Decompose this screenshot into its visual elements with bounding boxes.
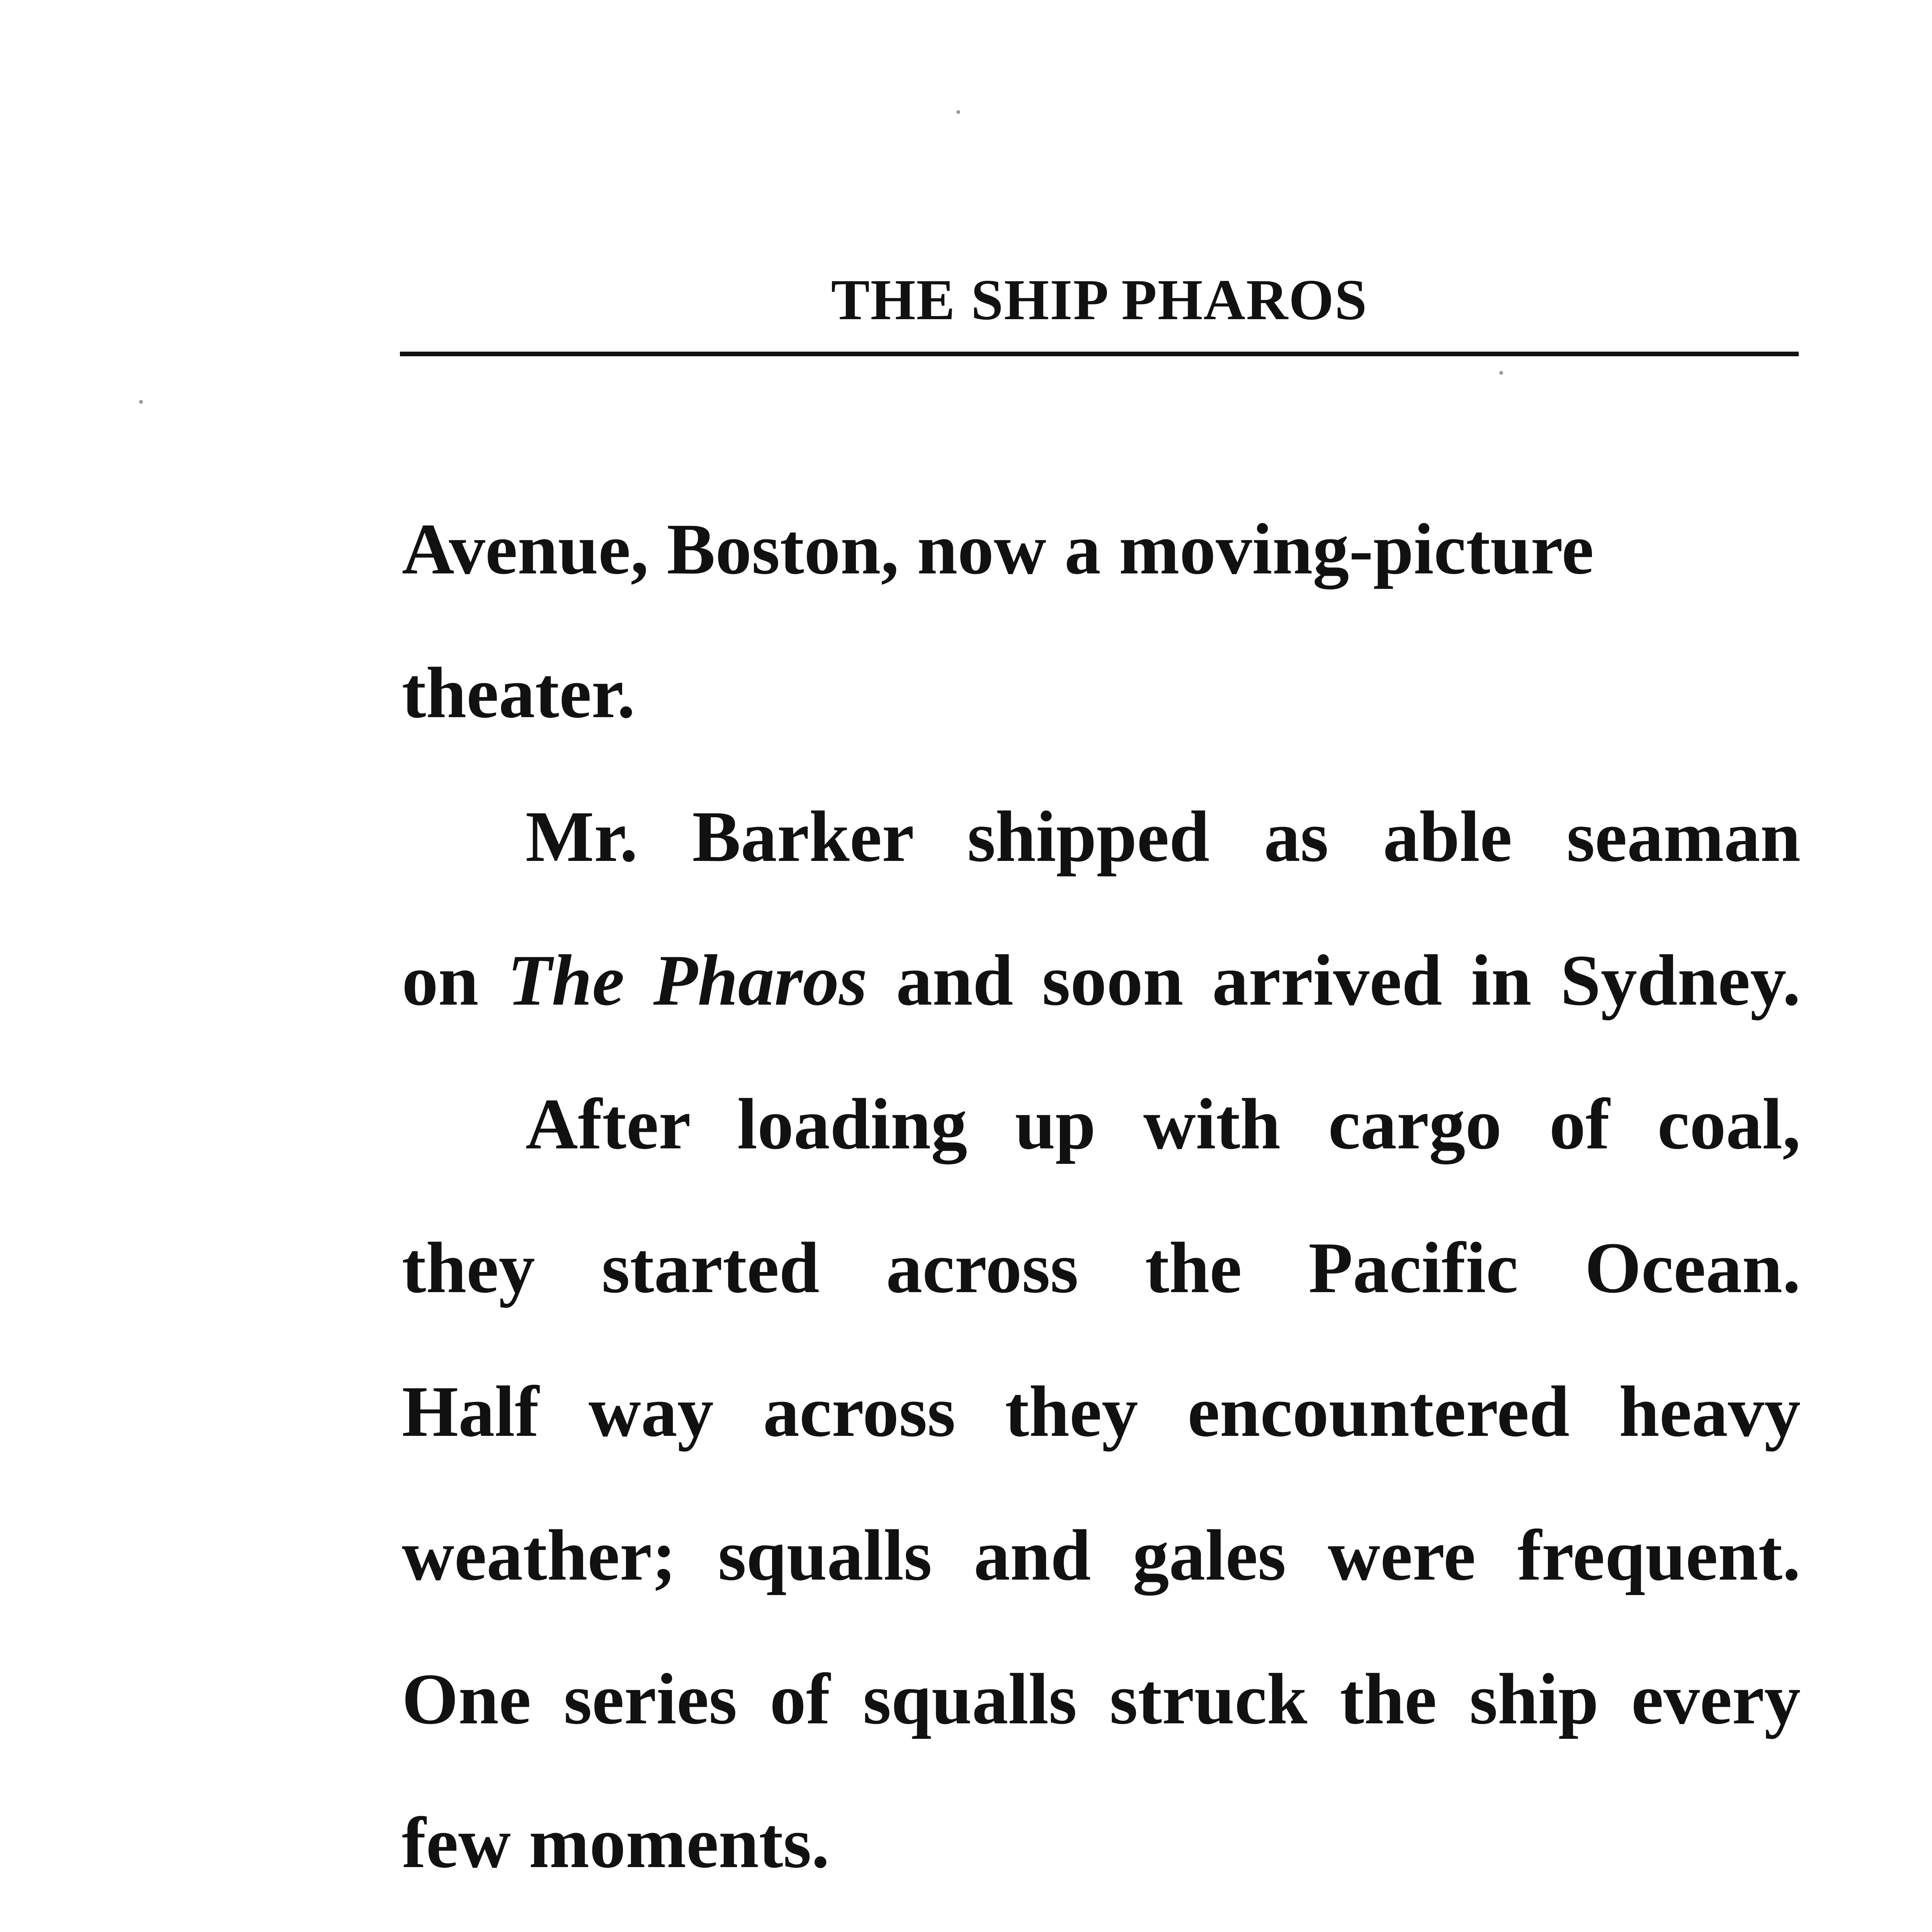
text-line — [402, 1915, 1801, 1932]
header-rule — [400, 352, 1799, 356]
text-line: they started across the Pacific Ocean. — [402, 1227, 1801, 1308]
text-line: Half way across they encountered heavy — [402, 1371, 1801, 1452]
body-text — [402, 477, 1801, 1932]
text-line: After loading up with cargo of coal, — [526, 1083, 1801, 1164]
paper-speck — [1499, 371, 1503, 375]
running-head: THE SHIP PHAROS — [831, 268, 1368, 332]
text-fragment: on — [402, 940, 508, 1020]
text-line: theater. — [402, 652, 635, 733]
text-line: weather; squalls and gales were frequent. — [402, 1515, 1801, 1595]
text-fragment: and soon arrived in Sydney. — [867, 940, 1801, 1020]
text-line: One series of squalls struck the ship every — [402, 1658, 1801, 1739]
text-line: Avenue, Boston, now a moving-picture — [402, 509, 1594, 589]
ship-name-italic: The Pharos — [507, 940, 867, 1020]
text-line — [402, 908, 1801, 1052]
text-line: few moments. — [402, 1802, 830, 1883]
text-line: Mr. Barker shipped as able seaman — [526, 796, 1801, 877]
paper-speck — [139, 400, 143, 404]
paper-speck — [956, 110, 960, 114]
